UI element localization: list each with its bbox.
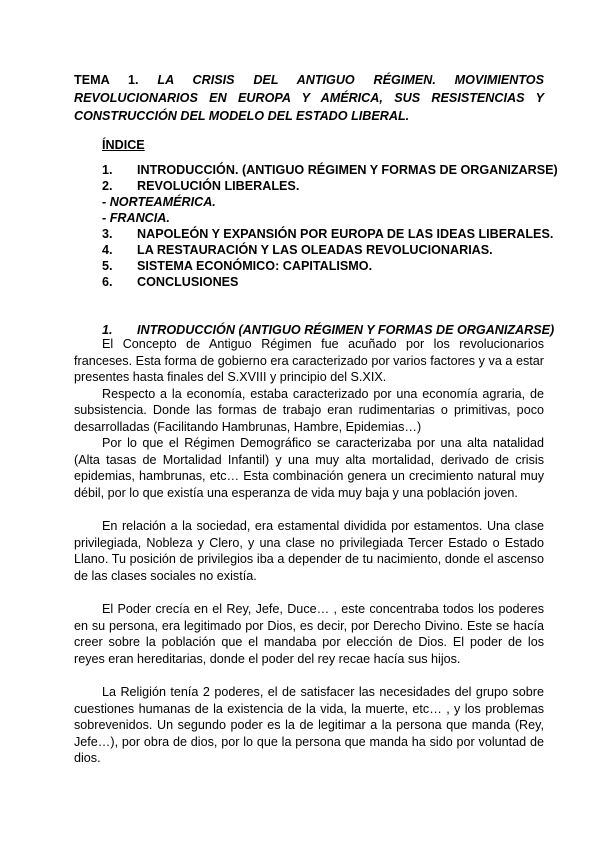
toc-item-number: 3.	[102, 227, 113, 241]
paragraph-gap	[74, 501, 544, 518]
section-body	[74, 336, 544, 767]
index-heading: ÍNDICE	[102, 138, 145, 152]
document-title	[74, 71, 544, 125]
paragraph: Por lo que el Régimen Demográfico se caracterizaba por una alta natalidad (Alta tasas de Mortalidad Infantil) y una muy alta mortalidad, derivado de crisis epidemias, hambrunas, etc… Esta combinación genera un crecimiento natural muy débil, por lo que existía una esperanza de vida muy baja y una población joven.	[74, 436, 544, 500]
section-title: INTRODUCCIÓN (ANTIGUO RÉGIMEN Y FORMAS DE ORGANIZARSE)	[137, 323, 555, 337]
toc-subitem-francia: - FRANCIA.	[102, 211, 170, 225]
toc-item-number: 2.	[102, 179, 113, 193]
table-of-contents	[102, 162, 562, 290]
paragraph: La Religión tenía 2 poderes, el de satisfacer las necesidades del grupo sobre cuestiones humanas de la existencia de la vida, la muerte, etc… , y los problemas sobrevenidos. Un segundo poder es la de legitimar a la persona que manda (Rey, Jefe…), por obra de dios, por lo que la persona que manda ha sido por voluntad de dios.	[74, 685, 544, 765]
paragraph: El Poder crecía en el Rey, Jefe, Duce… , este concentraba todos los poderes en su persona, era legitimado por Dios, es decir, por Derecho Divino. Este se hacía creer sobre la población que el mandaba por elección de Dios. El poder de los reyes eran hereditarias, donde el poder del rey recae hacía sus hijos.	[74, 602, 544, 666]
paragraph: Respecto a la economía, estaba caracterizado por una economía agraria, de subsistencia. Donde las formas de trabajo eran rudimentarias o primitivas, poco desarrolladas (Facilitando Hambrunas, Hambre, Epidemias…)	[74, 386, 544, 434]
toc-item-6	[102, 274, 562, 290]
paragraph-gap	[74, 584, 544, 601]
toc-item-number: 4.	[102, 243, 113, 257]
title-prefix: TEMA 1.	[74, 73, 158, 87]
toc-item-number: 5.	[102, 259, 113, 273]
toc-subitem-norteamerica: - NORTEAMÉRICA.	[102, 195, 216, 209]
paragraph: En relación a la sociedad, era estamental dividida por estamentos. Una clase privilegiada, Nobleza y Clero, y una clase no privilegiada Tercer Estado o Estado Llano. Tu posición de privilegios iba a depender de tu nacimiento, donde el ascenso de las clases sociales no existía.	[74, 519, 544, 583]
toc-item-number: 1.	[102, 163, 113, 177]
toc-item-label: CONCLUSIONES	[137, 275, 239, 289]
toc-item-label: SISTEMA ECONÓMICO: CAPITALISMO.	[137, 259, 373, 273]
toc-item-2	[102, 178, 562, 194]
title-main: LA CRISIS DEL ANTIGUO RÉGIMEN. MOVIMIENTOS REVOLUCIONARIOS EN EUROPA Y AMÉRICA, SUS RESISTENCIAS Y CONSTRUCCIÓN DEL MODELO DEL ESTADO LIBERAL.	[74, 73, 544, 123]
section-number: 1.	[102, 323, 113, 337]
toc-item-4	[102, 242, 562, 258]
paragraph-gap	[74, 667, 544, 684]
toc-item-label: INTRODUCCIÓN. (ANTIGUO RÉGIMEN Y FORMAS DE ORGANIZARSE)	[137, 163, 558, 177]
toc-item-number: 6.	[102, 275, 113, 289]
paragraph: El Concepto de Antiguo Régimen fue acuñado por los revolucionarios franceses. Esta forma de gobierno era caracterizado por varios factores y va a estar presentes hasta finales del S.XVIII y principio del S.XIX.	[74, 337, 544, 384]
toc-item-3	[102, 226, 562, 242]
toc-item-5	[102, 258, 562, 274]
toc-item-1	[102, 162, 562, 178]
toc-item-label: LA RESTAURACIÓN Y LAS OLEADAS REVOLUCIONARIAS.	[137, 243, 493, 257]
toc-item-label: REVOLUCIÓN LIBERALES.	[137, 179, 300, 193]
toc-item-label: NAPOLEÓN Y EXPANSIÓN POR EUROPA DE LAS IDEAS LIBERALES.	[137, 227, 554, 241]
